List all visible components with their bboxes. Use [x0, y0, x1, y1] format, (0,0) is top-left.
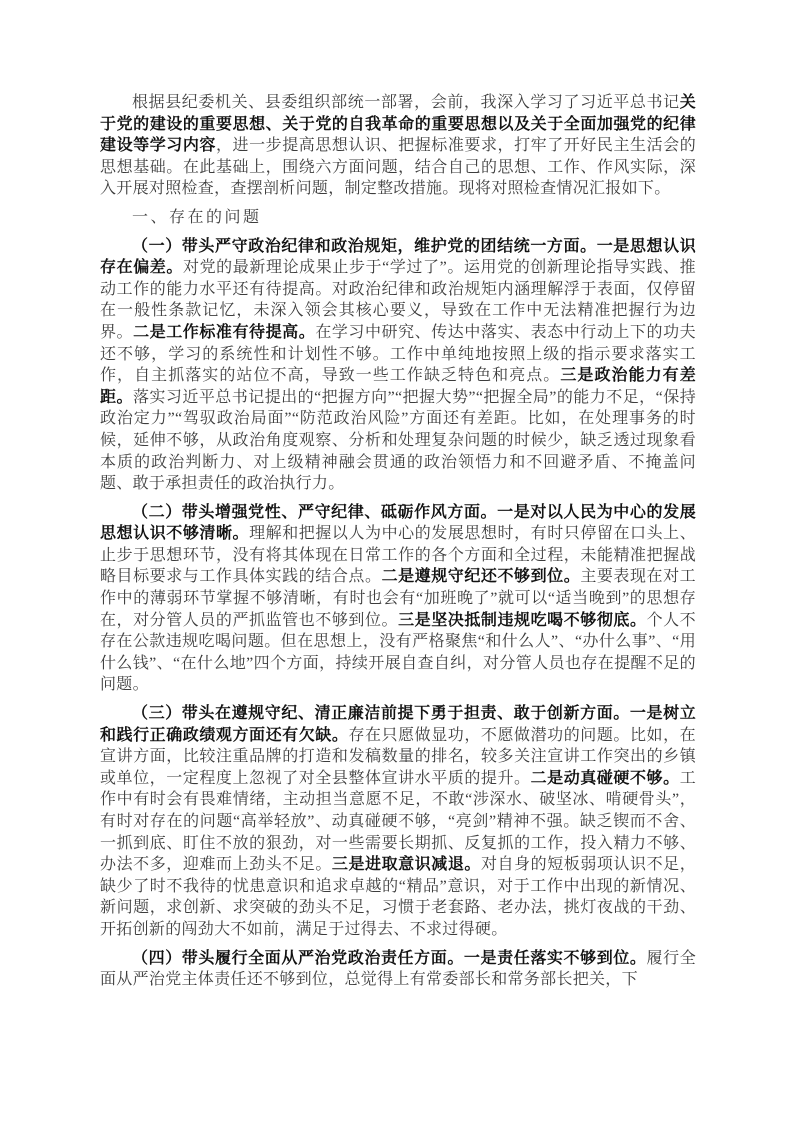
- text-run-bold: （三）带头在遵规守纪、清正廉洁前提下勇于担责、敢于创新方面。一是树立和践行正确政绩观方面还有欠缺。: [100, 705, 696, 744]
- text-run: 履行全面从严治党主体责任还不够到位，总觉得上有常委部长和常务部长把关，下: [100, 949, 696, 989]
- text-run: 存在只愿做显功，不愿做潜功的问题。比如，在宣讲方面，比较注重品牌的打造和发稿数量的排名，较多关注宣讲工作突出的乡镇或单位，一定程度上忽视了对全县整体宣讲水平质的提升。: [100, 726, 696, 787]
- text-run-bold: 关于党的建设的重要思想、关于党的自我革命的重要思想以及关于全面加强党的纪律建设等学习内容: [100, 94, 696, 155]
- section-1-heading: [100, 207, 696, 229]
- intro-paragraph: [100, 92, 696, 200]
- text-run-bold: （二）带头增强党性、严守纪律、砥砺作风方面。一是对以人民为中心的发展思想认识不够清晰。: [100, 503, 696, 543]
- text-run: 个人不存在公款违规吃喝问题。但在思想上，没有严格聚焦“和什么人”、“办什么事”、“用什么钱”、“在什么地”四个方面，持续开展自查自纠，对分管人员也存在提醒不足的问题。: [100, 611, 696, 694]
- text-run: 落实习近平总书记提出的“把握方向”“把握大势”“把握全局”的能力不足，“保持政治定力”“驾驭政治局面”“防范政治风险”方面还有差距。比如，在处理事务的时候，延伸不够，从政治角度观察、分析和处理复杂问题的时候少，缺乏透过现象看本质的政治判断力、对上级精神融会贯通的政治领悟力和不回避矛盾、不掩盖问题、敢于承担责任的政治执行力。: [100, 388, 696, 493]
- text-run: 在学习中研究、传达中落实、表态中行动上下的功夫还不够，学习的系统性和计划性不够。工作中单纯地按照上级的指示要求落实工作，自主抓落实的站位不高，导致一些工作缺乏特色和亮点。: [100, 323, 696, 385]
- text-run-bold: （一）带头严守政治纪律和政治规矩，维护党的团结统一方面。一是思想认识存在偏差。: [100, 237, 696, 277]
- text-run-bold: （四）带头履行全面从严治党政治责任方面。一是责任落实不够到位。: [132, 949, 647, 967]
- text-run: 对自身的短板弱项认识不足，缺少了时不我待的忧患意识和追求卓越的“精品”意识，对于工作中出现的新情况、新问题，求创新、求突破的劲头不足，习惯于老套路、老办法，挑灯夜战的干劲、开拓创新的闯劲大不如前，满足于过得去、不求过得硬。: [100, 856, 697, 938]
- text-run: 工作中有时会有畏难情绪，主动担当意愿不足，不敢“涉深水、破坚冰、啃硬骨头”，有时对存在的问题“高举轻放”、动真碰硬不够，“亮剑”精神不强。缺乏锲而不舍、一抓到底、盯住不放的狠劲，对一些需要长期抓、反复抓的工作，投入精力不够、办法不多，迎难而上劲头不足。: [100, 769, 696, 874]
- text-run: 主要表现在对工作中的薄弱环节掌握不够清晰，有时也会有“加班晚了”就可以“适当晚到”的思想存在，对分管人员的严抓监管也不够到位。: [100, 568, 696, 629]
- text-run-bold: 二是动真碰硬不够。: [530, 769, 680, 787]
- text-run-bold: 二是遵规守纪还不够到位。: [381, 568, 581, 586]
- text-run: 一、存在的问题: [132, 208, 262, 226]
- item-4-paragraph: [100, 948, 696, 991]
- item-1-paragraph: [100, 236, 696, 495]
- document-body: [100, 92, 696, 991]
- text-run-bold: 二是工作标准有待提高。: [133, 323, 316, 341]
- text-run: 根据县纪委机关、县委组织部统一部署，会前，我深入学习了习近平总书记: [132, 94, 680, 111]
- text-run: ，进一步提高思想认识、把握标准要求，打牢了开好民主生活会的思想基础。在此基础上，围绕六方面问题，结合自己的思想、工作、作风实际，深入开展对照检查，查摆剖析问题，制定整改措施。现将对照检查情况汇报如下。: [100, 137, 697, 198]
- text-run: 对党的最新理论成果止步于“学过了”。运用党的创新理论指导实践、推动工作的能力水平还有待提高。对政治纪律和政治规矩内涵理解浮于表面，仅停留在一般性条款记忆，未深入领会其核心要义，导致在工作中无法精准把握行为边界。: [100, 259, 696, 341]
- item-3-paragraph: [100, 703, 696, 941]
- text-run-bold: 三是政治能力有差距。: [100, 367, 696, 406]
- item-2-paragraph: [100, 502, 696, 696]
- text-run-bold: 三是进取意识减退。: [331, 856, 481, 874]
- text-run-bold: 三是坚决抵制违规吃喝不够彻底。: [398, 611, 647, 629]
- text-run: 理解和把握以人为中心的发展思想时，有时只停留在口头上、止步于思想环节，没有将其体现在日常工作的各个方面和全过程，未能精准把握战略目标要求与工作具体实践的结合点。: [100, 525, 697, 586]
